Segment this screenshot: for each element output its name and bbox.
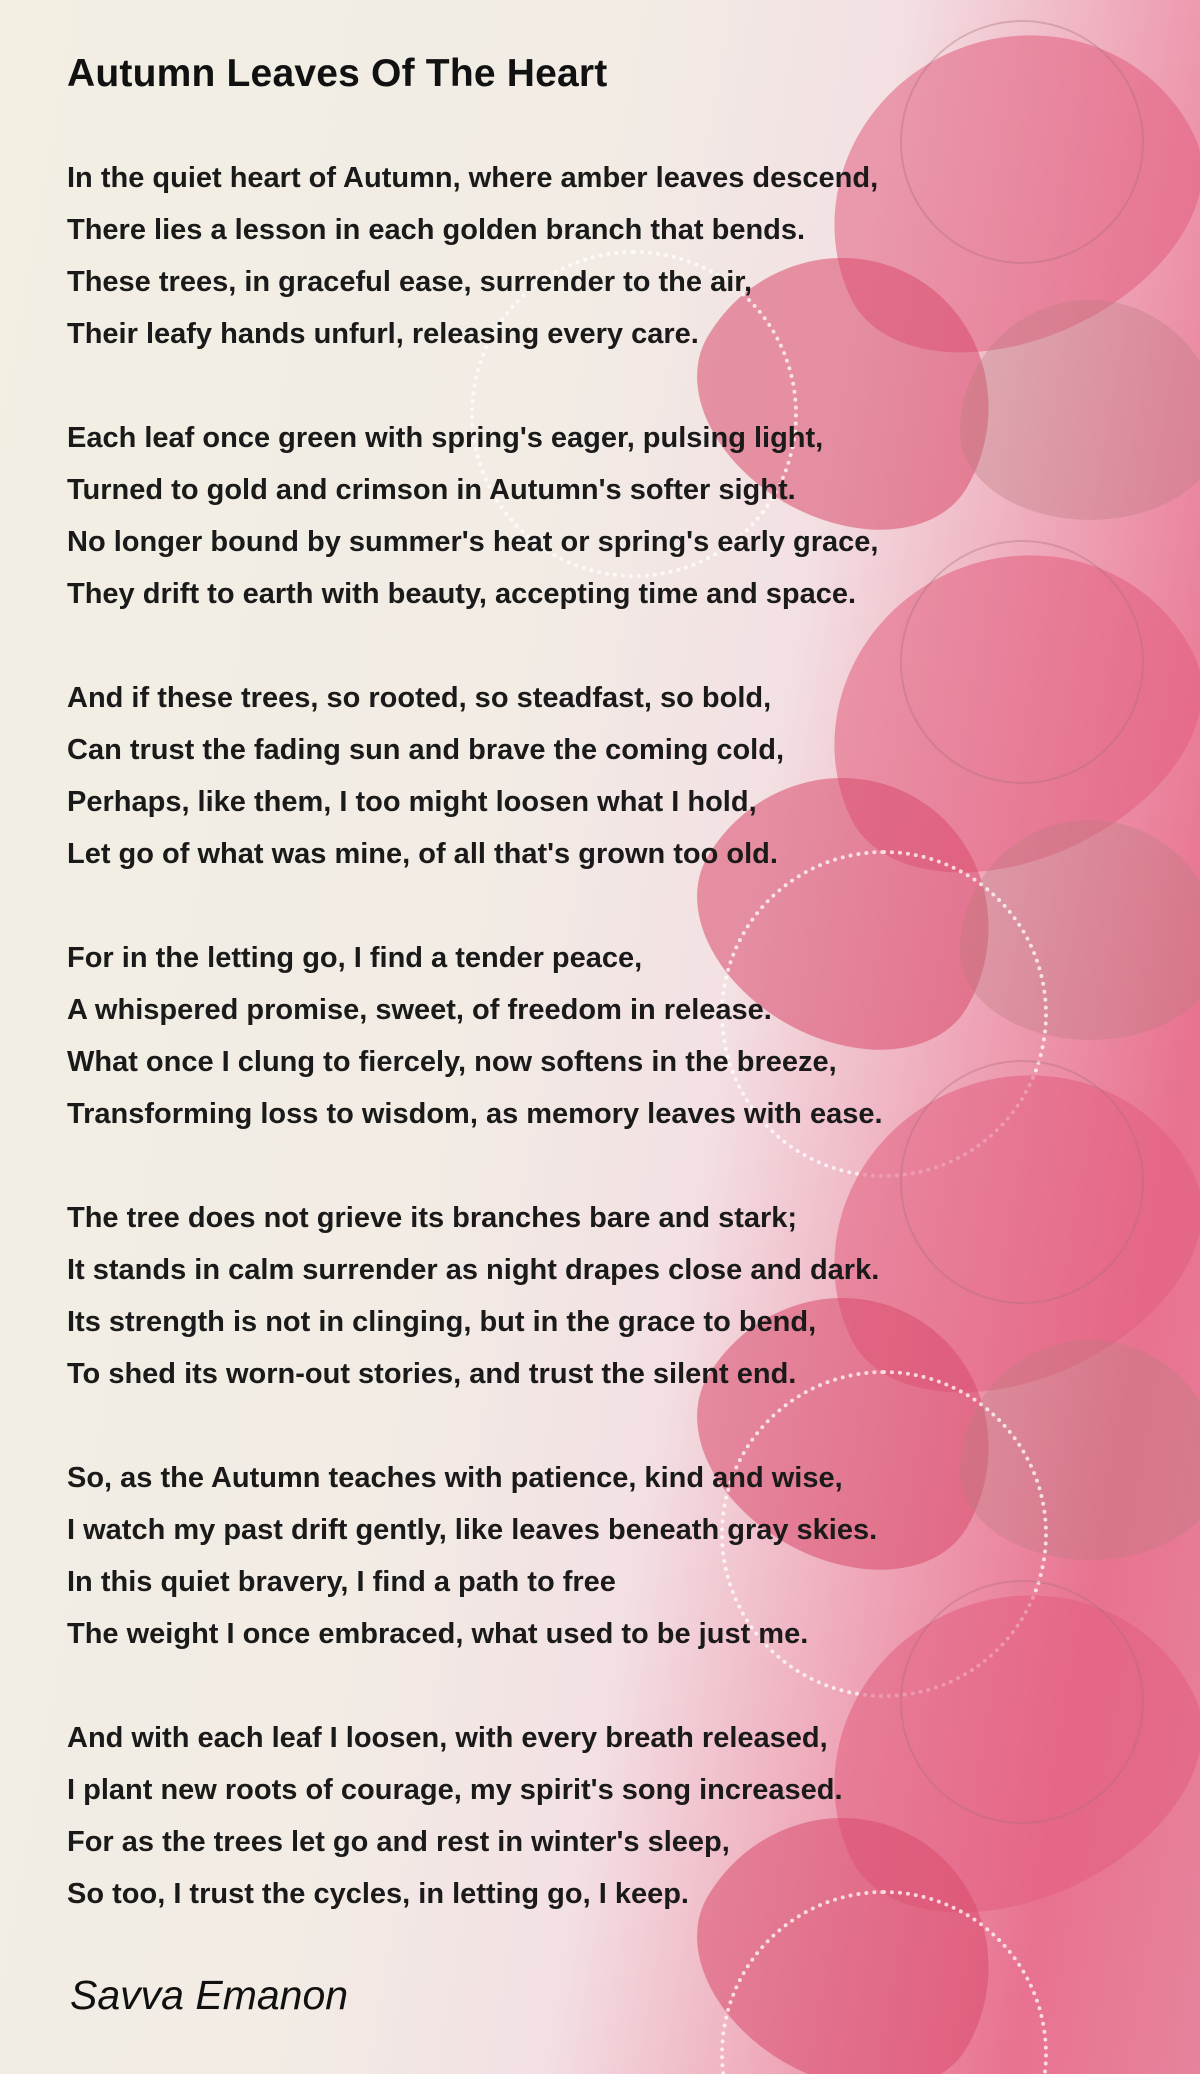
poem-line: The weight I once embraced, what used to be just me. (67, 1618, 809, 1650)
poem-line: In this quiet bravery, I find a path to free (67, 1566, 616, 1598)
poem-author: Savva Emanon (70, 1972, 349, 2018)
poem-title: Autumn Leaves Of The Heart (67, 52, 608, 95)
poem-line: Their leafy hands unfurl, releasing every care. (67, 318, 699, 350)
poem-line: They drift to earth with beauty, accepting time and space. (67, 578, 857, 610)
stanza (67, 1192, 1147, 1400)
poem-line: So, as the Autumn teaches with patience, kind and wise, (67, 1462, 843, 1494)
poem-line: Its strength is not in clinging, but in the grace to bend, (67, 1306, 817, 1338)
poem-line: Each leaf once green with spring's eager, pulsing light, (67, 422, 824, 454)
stanza (67, 1452, 1147, 1660)
stanza (67, 152, 1147, 360)
poem-line: Can trust the fading sun and brave the coming cold, (67, 734, 785, 766)
poem-line: And with each leaf I loosen, with every breath released, (67, 1722, 828, 1754)
poem-body (67, 152, 1147, 1972)
poem-line: I plant new roots of courage, my spirit's song increased. (67, 1774, 843, 1806)
poem-line: To shed its worn-out stories, and trust the silent end. (67, 1358, 797, 1390)
poem-line: It stands in calm surrender as night drapes close and dark. (67, 1254, 880, 1286)
stanza (67, 412, 1147, 620)
poem-line: I watch my past drift gently, like leaves beneath gray skies. (67, 1514, 878, 1546)
stanza (67, 932, 1147, 1140)
poem-line: Transforming loss to wisdom, as memory leaves with ease. (67, 1098, 883, 1130)
poem-line: Perhaps, like them, I too might loosen what I hold, (67, 786, 757, 818)
poem-line: There lies a lesson in each golden branch that bends. (67, 214, 806, 246)
poem-line: What once I clung to fiercely, now softens in the breeze, (67, 1046, 837, 1078)
stanza (67, 1712, 1147, 1920)
poem-line: For as the trees let go and rest in winter's sleep, (67, 1826, 730, 1858)
poem-line: These trees, in graceful ease, surrender to the air, (67, 266, 752, 298)
poem-line: And if these trees, so rooted, so steadfast, so bold, (67, 682, 772, 714)
poem-line: In the quiet heart of Autumn, where amber leaves descend, (67, 162, 879, 194)
poem-line: A whispered promise, sweet, of freedom in release. (67, 994, 772, 1026)
poem-line: For in the letting go, I find a tender peace, (67, 942, 643, 974)
poem-line: The tree does not grieve its branches bare and stark; (67, 1202, 798, 1234)
stanza (67, 672, 1147, 880)
poem-line: No longer bound by summer's heat or spring's early grace, (67, 526, 879, 558)
poem-line: So too, I trust the cycles, in letting go, I keep. (67, 1878, 689, 1910)
poem-line: Let go of what was mine, of all that's grown too old. (67, 838, 778, 870)
poem-line: Turned to gold and crimson in Autumn's softer sight. (67, 474, 796, 506)
